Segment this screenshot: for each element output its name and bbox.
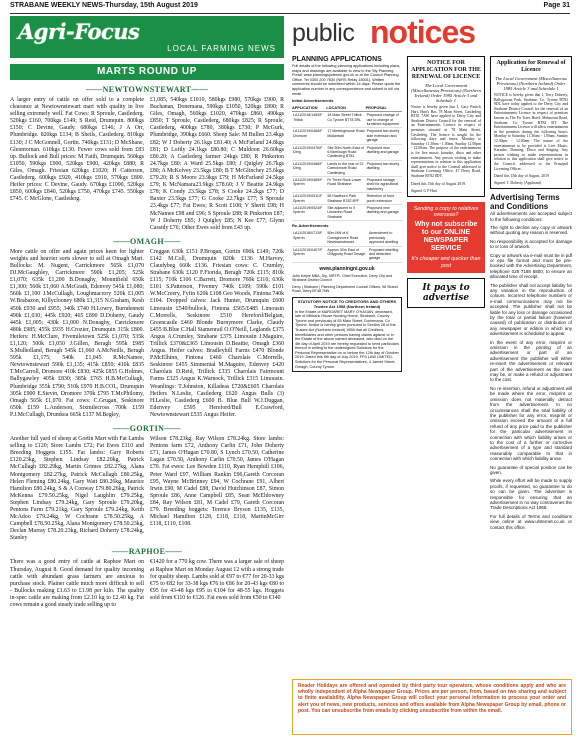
advertising-term: The right to decline any copy or artwork without quoting any reason is reserved.	[490, 224, 572, 236]
marts-round-up-heading: MARTS ROUND UP	[10, 64, 284, 80]
running-header	[10, 2, 570, 14]
public-notices-masthead	[292, 16, 572, 54]
planning-application-ref: LA11/2018/1483/F Trillick	[292, 112, 326, 128]
running-header-left: STRABANE WEEKLY NEWS-Thursday, 15th August 2019	[10, 2, 198, 9]
planning-intro: Full details of the following planning applications including plans, maps and drawings are available to view in the 'My Planning Portal' www.planningsystemni.gov.uk or at the Council Planning Office. Tel 0300 200 7830 (NIRS Relay 18001). Written comments should be submitted within 14 days. Please quote the application number in any correspondence and submit in full via email.	[292, 64, 401, 96]
planning-website-link[interactable]: www.planningni.gov.uk	[319, 265, 375, 272]
statutory-sub: Trustee Act 1958 (Northern Ireland)	[313, 303, 381, 309]
gortin-col-2: Wilson £78.23kg, Ray Wilson £78.24kg. Store lambs: Pentons farm £72, Anthony Carlin £71, John Doherty £71, James O'Hagan £70.80, S Lynch £70.50, Catherine Lagan £70.50, Anthony Carlin £70.50, James O'Hagan £70. Fat ewes: Lee Bowden £110, Ryan Hemphill £106, Peter Ward £97, William Rankin £96,Gareth Corcoran £95, Wayne McBrinney £94, W Cochrane £91, Albert Irwin £90, M Cadel £88, David Hutchinson £87, Simon Sproule £86, Anne Campbell £85, Sean McEldowney £84, Ray Wilson £81, M Cadel £79, Gareth Corcoran £79. Breeding hoggets: Terence Bryson £135, £135, Michael Hamilton £128, £118, £118, MartinMcGirr £118, £110, £108.	[150, 436, 284, 528]
planning-proposal: Proposed two storey side extension and garage	[366, 128, 402, 144]
planning-application-ref: LA11/2019/0511/F Sperrin	[292, 193, 326, 205]
planning-footer: John Kelpie MBA, Dip, MRTPI, Chief Executive, Derry City and Strabane District Council	[292, 273, 392, 283]
planning-application-ref: LA11/2019/0468/F Dromore	[292, 128, 326, 144]
advertising-terms	[490, 193, 572, 533]
licence-notice-2-body: NOTICE is hereby given that I, Terry Doherty, Ballygowan Park, Strabane, Co. Tyrone BT82 9DL have today applied to the Derry City and Strabane District Council for the renewal of an Entertainments Licence in respect of premises known as The Fir Trees Hotel, Melmount Road, Strabane, Co Tyrone BT82 9JT. The Entertainments Licence will allow entertainment in the premises during the following hours: Monday to Saturday 11.30am - 1.00am, Sunday 12.30pm - 12.00am. The nature of the entertainment to be provided is Live Music, Karaoke, Dancing, Disco and Singing. Any person wishing to make representations in relation to this application shall give notice to the Council, addressed to the Principal Licensing Officer.	[494, 93, 569, 171]
agri-focus-subtitle: LOCAL FARMING NEWS	[167, 44, 276, 53]
planning-application-ref: LA11/2019/0407/F Sperrin	[292, 246, 326, 262]
planning-row	[292, 230, 402, 246]
licence-notice-2-sub: The Local Government (Miscellaneous Provisions) (Northern Ireland) Order 1985 Article 3 and Schedule 1	[495, 76, 567, 91]
agri-focus-banner	[10, 16, 284, 58]
planning-location: 50m NW of 6 Curraghmore Road Newtownstewart	[326, 230, 368, 246]
planning-table	[292, 105, 402, 221]
section-newtownstewart	[10, 97, 284, 232]
section-raphoe	[10, 559, 284, 609]
planning-location: 18 Main Street Trillick Co Tyrone BT78 3RL	[326, 112, 365, 128]
newtownstewart-col-2: £1,085, 540kgs £1010, 580kgs £980, 570kgs £900, R Buchanan, Donemana, 590kgs £1050, 520kgs £890; R Giles, Omagh, 560kgs £1020, 470kgs £860, 490kgs £850; T Sproule, Castlederg, 680kgs £825; R Sproule, Castlederg, 400kgs £780, 380kgs £730; P McGurk, Plumbridge, 390kgs £660. Sheep Sale: M Bullen 23.4kgs £82; W J Doherty 26.1kgs £81.40; A McFarland 24.8kgs £81; D Loftly 24.1kgs £80.80; C Muldoon 26.60kgs £80.20; A Castlederg farmer 24kgs £80; R Pinkerton 24.7kgs £80; A Ward 25.5kgs £80; J Quigley 26.7kgs £80; A McKelvey 23.5kgs £80; B T McGlinchey 25.6kgs £79.20; R S Moore 23.9kgs £79; H McFarland 24.5kgs £79; K McNamara23.9kgs £78.60; J V Beattie 24.9kgs £78; K Condy 23.5kgs £78; S Cooke 24.2kgs £77; D Baxter 23.5kgs £77; G Cooke 22.7kgs £77; S Sproule 23.4kgs £77; Fat Ewes; R Scott £108; V Sherit £98; H McNamee £98 and £96; S Sproule £88; R Pinkerton £87; W J Doherty £85; J Quigley £85; N Kee £77; Glynn Cassidy £76; Other Ewes sold from £43 up.	[150, 97, 284, 231]
planning-proposal: Retention of front porch extension	[366, 193, 402, 205]
planning-proposal: Proposed dwelling and detached garage	[368, 246, 402, 262]
section-raphoe-heading: ——RAPHOE——	[111, 547, 183, 557]
planning-col-proposal: PROPOSAL	[366, 105, 402, 112]
running-header-page: Page 31	[543, 2, 570, 9]
section-omagh-heading: ——OMAGH——	[113, 236, 181, 246]
licence-notice-2-dated: Dated this 15th day of August, 2019	[494, 174, 549, 179]
raphoe-col-2: €1420 for a 770 kg cow. There was a larger sale of sheep at Raphoe Mart on Monday August 12 with a strong trade for quality sheep. Lambs sold at €97 to €77 for 20-33 kgs €75 to €82 for 33-38 kgs €76 to €86 for 20-43 kgs €80 to €95 for 43-48 kgs €95 to €104 for 48-55 kgs. Hoggets sold from €110 to €126. Fat ewes sold from €50 to €140	[150, 559, 284, 601]
notices-middle-column	[407, 56, 485, 533]
masthead-public: public	[292, 19, 355, 47]
statutory-notice	[292, 297, 402, 372]
online-subscription-ad[interactable]	[407, 202, 485, 274]
planning-proposal: Proposed new dwelling and garage	[366, 205, 402, 221]
agri-focus-title: Agri-Focus	[18, 19, 140, 44]
planning-row	[292, 128, 402, 144]
advertising-term: Copy or artwork via e-mail must be in pdf or eps file format and must be pre-booked with the Advertising Department, telephone 028 7188 6800, to ensure an allocated time of receipt.	[490, 252, 572, 280]
licence-notice-1-signed: Signed: G P Hart	[411, 188, 437, 193]
advertising-term: While every effort will be made to supply proofs, if requested, no guarantee to do so can be given. The advertiser is responsible for ensuring that an advertisement in no way contravenes the Trade Descriptions Act 1968.	[490, 478, 572, 511]
licence-notice-1-dated: Dated this 15th day of August 2019.	[411, 181, 466, 186]
planning-row	[292, 193, 402, 205]
it-pays-to-advertise-box: It pays to advertise	[407, 278, 485, 308]
advertising-term: In the event of any error, misprint or omission in the printing of an advertisement or part of an advertisement the publisher will either re-insert the advertisement or relevant part of the advertisement as the case may be, or make a refund or adjustment to the cost.	[490, 339, 572, 383]
subscription-ad-line-3: It's cheaper and quicker than post	[411, 256, 481, 269]
section-gortin	[10, 436, 284, 542]
planning-row	[292, 112, 402, 128]
licence-notice-2-heading: Application for Renewal of Licence	[496, 60, 566, 73]
newtownstewart-col-1: A larger entry of cattle on offer sold to a complete clearance at Newtownstewart mart with quality in live selling extremely well. Fat Cows: R Sproule, Castlederg. 520kgs £160, 700kgs £149; S Reid, Drumquin. 800kgs £150; C Devine, Gaudy. 680kgs £146; J A Orr, Plumbridge. 820kgs £134; B Sheils, Castlederg. 810kgs £130; J C McGonnell, Gortin. 740kgs £131; D McShane, Glenmornan. 610kgs £130. Fewer cows sold from £83 up. Bullock and Bull prices: M Faith, Drumquin. 560kgs £1050, 590kgs £900, 520kgs £900, 420kgs £880; R Giles, Omagh. Friesian 620kgs £1020; H Catterson, Castlederg. 600kgs £920, 410kgs £910, 570kgs £800. Heifer prices: C Devine, Gaudy. 670kgs £1090, 520kgs £850, 600kgs £840, 520kgs £750, 470kgs £745. 550kgs £745. C McGlone, Castlederg.	[10, 97, 144, 203]
planning-applications	[292, 56, 402, 533]
raphoe-col-1: There was a good entry of cattle at Raphoe Mart on Thursday, August 8. Good demand for quality incoming cattle with abundant grass farmers are anxious to purchase stock. Plainer cattle much more difficult to sell - Bullocks making £1.63 to £1.98 per kilo. The quality in-spec cattle are making from £2.10 kg to £2.40 kg. Fat cows remain a good steady trade selling up to	[10, 559, 144, 608]
planning-application-ref: LA11/2019/0524/F Sperrin	[292, 205, 326, 221]
subscription-ad-line-1: Sending a copy to relatives overseas?	[413, 205, 479, 218]
gortin-col-1: Another full yard of sheep at Gortin Mart with Fat Lambs selling to £120; Store Lambs £72; Fat Ewes £110 and Breeding Hoggets £155. Fat lambs: Gary Roberts £120.23kg, Stephen Lindsay £82.20kg, Patrick McCullagh £82.29kg, Martin Grimes £82.27kg, Alana Montgomery £82.27kg, Patrick McCullagh £80.25kg, Helen Fleming £80.24kg, Gary Watt £80.26kg, Maurice Hamilton £80.24kg, S & A Conway £79.80.26kg, Patrick McKenna £79.50.25kg, Nigel Laughlin £79.25kg, Stephen Lindsay £79.24kg, Gary Sproule £79.20kg, Pentons Farm £79.21kg, Gary Sproule £79.24kg, Keith McAdoo £79.24kg, W Cochrane £78.50.25kg, A Campbell £78.50.25kg, Alana Montgomery £78.50.23kg, Declan Murray £78.20.23kg, Richard Doherty £78.24kg, Stanley	[10, 436, 144, 542]
planning-row	[292, 144, 402, 160]
section-newtownstewart-heading: ——NEWTOWNSTEWART——	[85, 85, 209, 94]
planning-application-ref: LA11/2019/0486/F Derg	[292, 160, 326, 176]
licence-notice-2-signed: Signed: T. Doherty (Applicant)	[494, 181, 542, 186]
advertising-terms-body	[490, 211, 572, 530]
planning-proposal: Proposed two storey dwelling	[366, 160, 402, 176]
planning-footer-address: Derry | Strabane | Planning Department Council Offices, 98 Strand Road, Derry BT48 7NN	[292, 284, 398, 293]
planning-row	[292, 205, 402, 221]
planning-col-application: APPLICATION	[292, 105, 326, 112]
planning-row	[292, 177, 402, 193]
section-gortin-heading: ——GORTIN——	[112, 424, 182, 434]
advertising-term: No guarantee of special position can be given.	[490, 464, 572, 475]
licence-renewal-notice-2	[490, 56, 572, 189]
planning-title: PLANNING APPLICATIONS	[292, 56, 382, 63]
planning-location: Site 50m North-East of 6 Barnlough Road Castlederg BT81	[327, 145, 364, 159]
licence-notice-1-body: Notice is hereby given that I, Gary Patrick Hart, Hart's Bar, 78 Main Street, Castlederg BT81 7AW have applied to Derry City and Strabane District Council for the renewal of an Entertainments Licence in respect of premises situated at 78 Main Street, Castlederg. The licence is sought for the following days and times: Monday to Saturday 11.30am - 1.00am, Sunday 12.00pm - 12.00am. The purpose of the entertainment is for live music, karaoke, disco and other entertainment. Any person wishing to make representations in relation to this application shall give notice to the Council addressed to Strabane Licensing Office, 47 Derry Road, Strabane BT82 8DY.	[411, 105, 481, 178]
advertising-term: The publisher shall not accept liability for any variation in the reproduction of colours. Incorrect telephone numbers or e-mail communications may not be accepted. The publisher shall not be liable for any loss or damage occasioned by the total or partial failure (however caused) of publication or distribution of any newspaper or edition in which any advertisement is scheduled to appear.	[490, 282, 572, 337]
planning-readvert-heading: Re-Advertisements	[292, 223, 329, 229]
licence-notice-1-heading: NOTICE FOR APPLICATION FOR THE RENEWAL OF LICENCE	[411, 60, 481, 80]
agri-focus-page	[10, 16, 284, 737]
planning-proposal: Proposed storage shed for agricultural machinery	[366, 177, 402, 193]
licence-notice-1-sub: The Local Government (Miscellaneous Provisions) (Northern Ireland) Order 1985 Article 3 and Schedule 1	[411, 83, 481, 103]
planning-application-ref: LA11/2019/0476/F Derg	[292, 144, 326, 160]
planning-row	[292, 160, 402, 176]
planning-location: Approx 30m East of Gillygooly Road Omagh	[326, 246, 368, 262]
statutory-body: In the Estate of MARGARET MARY O'HAGAN, deceased, late of Millbank House Nursing Home, Strabane, County Tyrone and previously of 65 Main Street, Donemana, Co Tyrone. Notice is hereby given pursuant to Section 28 of the Trustee Act (Northern Ireland) 1958 that all Creditors, beneficiaries and other persons having claims against or in the Estate of the above named deceased, who died on the 4th day of April 2019 are hereby requested to send particulars thereof in writing to the undersigned Solicitors for the Personal Representative on or before the 12th day of October 2019. Dated this 9th day of July 2019. FP4 LAW LIMITED, Solicitors for the Personal Representatives, 4 James Street, Omagh, County Tyrone.	[295, 309, 399, 369]
advertising-term: All advertisements are accepted subject to the following conditions:	[490, 211, 572, 222]
reader-holidays-notice: Reader Holidays are offered and operated by third party tour operators, whose conditions apply and who are wholly independent of Alpha Newspaper Group. Prices are per person, from, based on two sharing and subject to finite availability. Alpha Newspaper Group will collect your personal information to process your order and alert you of news, new products, services and offers available from Alpha Newspaper Group by email, phone or post. You can unsubscribe from emails by clicking unsubscribe from within the email.	[292, 679, 572, 735]
notices-right-column	[490, 56, 572, 533]
planning-application-ref: LA11/2019/0489/F Sperrin	[292, 177, 326, 193]
advertising-term: For full details of Terms and conditions view online at www.ulsternet.co.uk or contact this office.	[490, 513, 572, 530]
planning-location: Rr Three Rock Lower Road Strabane	[326, 177, 365, 193]
planning-location: 58 Hawthorn Park Strabane BT82 8PF	[326, 193, 365, 205]
planning-initial-heading: Initial Advertisements	[292, 98, 334, 104]
public-notices-body	[292, 56, 572, 533]
planning-proposal: Amendment to previously approved dwelling	[368, 230, 402, 246]
planning-table-readvert	[292, 230, 402, 262]
omagh-col-1: More cattle on offer and again prices keen for lighter weights and heavier sorts slower to sell at Omagh Mart. Bullocks: M. Nugent, Carrickmore 565k £1,070 DJ.McGaughley, Carrickmore 590k £1,205; 525k £1,070; 635k £1,200 B.Donaghy, Mountfield 650k £1,300; 560k £1,060 A.McGrath, Edenvey 545k £1,080; 560k £1,100 J.McCullagh, Loughmacrory 520k £1,005 W.Brabazon, Killyclooney 680k £1,315 N.Graham, Kesh 450k £930 and £955; 340k £740 H.Lowry, Burndennett 490k £1,030; 445k £920; 465 £890 D.Doherty, Gaudy 445k £1,005; 430k £1,000 N.Donaghy, Carrickmore 480k £985; 455k £935 H.Crozier, Drumquin 315k £800. Heifers: H.McClure, Fivemiletown 525k £1,070; 535k £1,120; 500k £1,050 J.Gillen, Beragh 595k £985 S.Mulholland, Beragh 545k £1,060 A.McNeills, Beragh 595k £1,175; 540k £1,045 R.McNamee, Newtownstewart 590k £1,135; 415k £850; 410k £835 T.McCarroll, Dromore 410k £830; 425k £855 G.Holmes, Ballygawley 405k £830; 385k £765 H.B.McCullagh, Plumbridge 355k £790; 510k £970 H.B.COL, Drumquin 305k £900 E.Stevin, Dromore 370k £795 T.McPhilomy, Omagh 565k £1,070. Fat cows: C.Grugan, Seskinore 650k £159 L.Anderson, Sixmilecross 700k £159 P.J.McCullagh, Drumkea 665k £137 M.Begley,	[10, 248, 144, 418]
planning-location: Site adjacent to 9 Lisnavinn Road Strabane	[326, 205, 365, 221]
statutory-heading: STATUTORY NOTICE TO CREDITORS AND OTHERS	[297, 299, 397, 305]
planning-location: Lands to the rear of 22 Carrickmore Road Castlederg	[326, 160, 365, 176]
section-omagh	[10, 249, 284, 419]
omagh-col-2: Creggan 630k £151 P.Brogan, Gortin 690k £149; 720k £142 M.Coll, Drumquin 820k £136 M.Harvey, Claudybeg 660k £136. Friesian cows: C. Crumley, Strabane 630k £120 F.Fiorida, Beragh 720k £115; 810k £115; 710k £106 C.Barrett, Dromore 760k £110; 630k £101 S.Patterson, Fivemry 740k £109; 590k £101 W.McCreery, Fyfin 620k £108 Geo Woods, Fintona 740k £104. Dropped calves: Jack Hunter, Drumquin £600 Limousin £540/bullock, Fintona £565/£485 Limousin C.Morrells, Seskinore £510 Hereford/Belgian, Greencastle £460 Blonde Burnymore Clarke, Claudy £455 B.Blue C.Hall Stamenrail O.O'Neill, Leglands £375 Angus A.Crumley, Strabane £375 Limousin J.Maguire, Trillick £370&£365 Limousin D.Beattie, Omagh £360 Angus. Heifer calves: Bradleyhill Farms £470 Blonde P.McElhinn, Fintona £460 Charolais C.Morrells, Seskinore £455 Simmental M.Maguire, Edenvey £420 Charolais D.Reid, Trillick £335 Charolais Fairmount Farms £325 Angus K.Warnock, Trillick £315 Limousin. Weanlings: T.Johnston, Killadeas £720&£605 Charolais Heifers N.Leslie, Castlederg £620 Angus Bulls (3) H.Leslie, Castlederg £600 B. Blue Bull W.J.Duggan, Edenvey £595 Hereford/Bull E.Crawford, Newtownstewart £535 Angus Heifer.	[150, 248, 284, 418]
advertising-term: No re-insertion, refund or adjustment will be made where the error, misprint or omission does not materially detract from the advertisement. In no circumstances shall the total liability of the publisher for any error, misprint or omission exceed the amount of a full refund of any price paid to the publisher for the particular advertisement in connection with which liability arises or to the cost of a further or corrective advertisement of a type and standard reasonably comparable to that in connection with which liability arose.	[490, 385, 572, 462]
masthead-notices: notices	[370, 16, 476, 50]
advertising-terms-heading: Advertising Terms and Conditions	[490, 193, 560, 212]
planning-location: 17 Meetinghouse Road Mullanbalt	[326, 128, 365, 144]
subscription-ad-line-2: Why not subscribe to our ONLINE NEWSPAPER SERVICE	[414, 221, 478, 253]
licence-renewal-notice-1	[407, 56, 485, 197]
planning-proposal: Proposed change of use to change of furnished equipment	[366, 112, 402, 128]
public-notices-page	[292, 16, 572, 737]
planning-col-location: LOCATION	[326, 105, 365, 112]
planning-row	[292, 246, 402, 262]
planning-application-ref: LA11/2018/0713/F Sperrin	[292, 230, 326, 246]
planning-proposal: Proposed new dwelling and garage	[366, 144, 402, 160]
advertising-term: No responsibility is accepted for damage to or loss of artwork.	[490, 238, 572, 250]
